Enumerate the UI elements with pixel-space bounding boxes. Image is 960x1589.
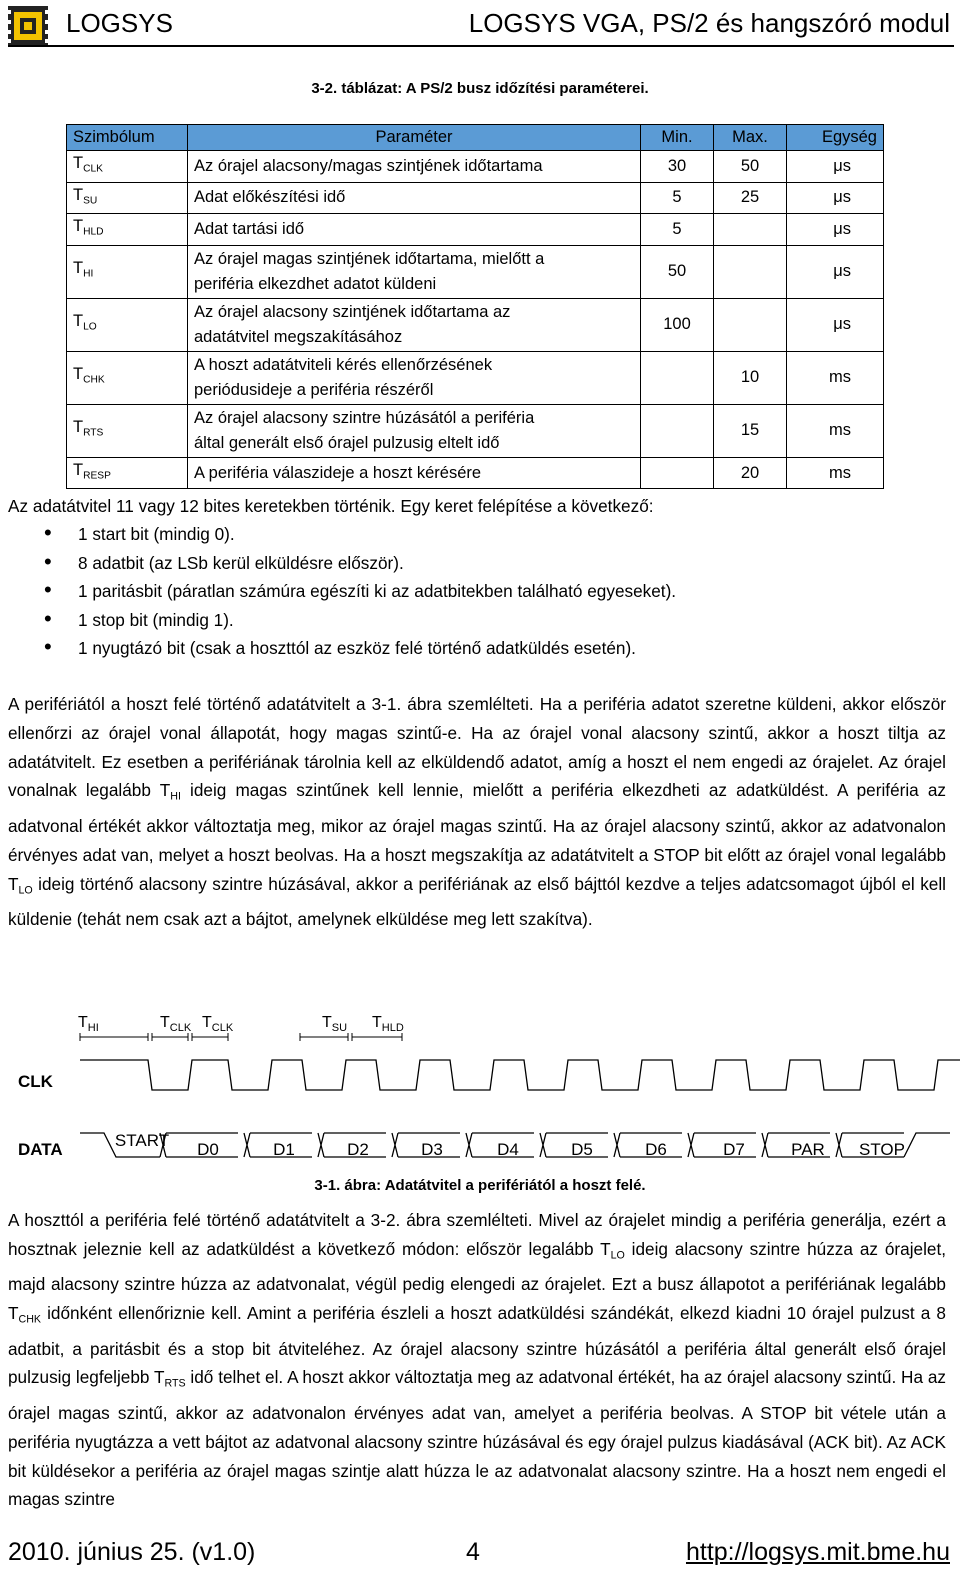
subscript: RTS bbox=[164, 1378, 186, 1391]
field-label: D6 bbox=[645, 1140, 667, 1159]
unit-cell: μs bbox=[787, 298, 884, 351]
field-label: PAR bbox=[791, 1140, 825, 1159]
timing-marker-label: $T_{CLK}$ bbox=[202, 1014, 234, 1034]
parameter-cell: Az órajel magas szintjének időtartama, mielőtt a periféria elkezdhet adatot küldeni bbox=[188, 245, 641, 298]
footer-link[interactable]: http://logsys.mit.bme.hu bbox=[685, 1538, 950, 1566]
list-item: • 1 start bit (mindig 0). bbox=[8, 520, 676, 549]
header-max: Max. bbox=[714, 125, 787, 151]
table-caption: 3-2. táblázat: A PS/2 busz időzítési paraméterei. bbox=[311, 80, 649, 97]
unit-cell: μs bbox=[787, 214, 884, 246]
min-cell: 5 bbox=[641, 214, 714, 246]
brand-name: LOGSYS bbox=[66, 8, 173, 38]
timing-span-arrow bbox=[192, 1033, 228, 1041]
unit-cell: μs bbox=[787, 151, 884, 183]
frame-bit-list bbox=[8, 520, 676, 663]
list-item: • 1 paritásbit (páratlan számúra egészíti ki az adatbitekben található egyeseket). bbox=[8, 577, 676, 606]
min-cell bbox=[641, 457, 714, 489]
device-to-host-paragraph bbox=[8, 690, 946, 934]
list-item: • 1 stop bit (mindig 1). bbox=[8, 606, 676, 635]
symbol-cell: $T_{CHK}$ bbox=[67, 351, 188, 404]
symbol-cell: $T_{LO}$ bbox=[67, 298, 188, 351]
parameter-cell: Adat tartási idő bbox=[188, 214, 641, 246]
table-row bbox=[67, 298, 884, 351]
table-row bbox=[67, 351, 884, 404]
table-row bbox=[67, 404, 884, 457]
field-label: D7 bbox=[723, 1140, 745, 1159]
symbol-cell: $T_{SU}$ bbox=[67, 182, 188, 214]
table-row bbox=[67, 457, 884, 489]
parameter-cell: A periféria válaszideje a hoszt kérésére bbox=[188, 457, 641, 489]
header-min: Min. bbox=[641, 125, 714, 151]
field-label: D0 bbox=[197, 1140, 219, 1159]
page-number: 4 bbox=[466, 1538, 480, 1566]
subscript: LO bbox=[18, 884, 33, 897]
text-run: időnként ellenőrizniе kell. Amint a periféria észleli a hoszt adatküldési szándékát, elkezd kiadni 10 órajel pulzust a 8 adatbit, a paritásbit és a stop bit átviteléhez. Az órajel alacsony szintre húzásától a periféria által generált első órajel pulzusig legfeljebb T bbox=[8, 1303, 946, 1388]
symbol-cell: $T_{HI}$ bbox=[67, 245, 188, 298]
text-run: ideig magas szintűnek kell lennie, mielőtt a periféria elkezdheti az adatküldést. A periféria az adatvonal értékét akkor változtatja meg, mikor az órajel magas szintű. Ha az órajel alacsony szintű, akkor az adatvonalon érvényes adat van, melyet a hoszt beolvas. Ha a hoszt megszakítja az adatátvitelt a STOP bit előtt az órajel vonal legalább T bbox=[8, 780, 947, 894]
field-label: STOP bbox=[859, 1140, 905, 1159]
max-cell: 10 bbox=[714, 351, 787, 404]
parameter-cell: A hoszt adatátviteli kérés ellenőrzésének periódusideje a periféria részéről bbox=[188, 351, 641, 404]
timing-marker-label: $T_{HLD}$ bbox=[372, 1014, 404, 1034]
min-cell: 5 bbox=[641, 182, 714, 214]
document-title: LOGSYS VGA, PS/2 és hangszóró modul bbox=[468, 8, 950, 38]
list-item: • 8 adatbit (az LSb kerül elküldésre először). bbox=[8, 549, 676, 578]
table-row bbox=[67, 182, 884, 214]
max-cell: 50 bbox=[714, 151, 787, 183]
frame-intro: Az adatátvitel 11 vagy 12 bites keretekben történik. Egy keret felépítése a következő: bbox=[8, 496, 654, 516]
table-header-row bbox=[67, 125, 884, 151]
clk-label: CLK bbox=[18, 1072, 53, 1091]
text-run: idő telhet el. A hoszt akkor változtatja meg az adatvonal értékét, ha az órajel alacsony szintű. Ha az órajel magas szintű, akkor az adatvonalon érvényes adat van, amelyet a periféria beolvas. A STOP bit vétele után a periféria nyugtázza a vett bájtot az adatvonal alacsony szintre húzásával és egy órajel pulzus kiadásával (ACK bit). Az ACK bit küldésekor a periféria az órajel magas szintje alatt húzza le az adatvonalat alacsony szintre. Ha a hoszt nem engedi el magas szintre bbox=[8, 1367, 946, 1510]
table-row bbox=[67, 151, 884, 183]
table-row bbox=[67, 214, 884, 246]
subscript: CHK bbox=[18, 1313, 41, 1326]
max-cell: 15 bbox=[714, 404, 787, 457]
parameter-cell: Adat előkészítési idő bbox=[188, 182, 641, 214]
footer-date: 2010. június 25. (v1.0) bbox=[8, 1538, 256, 1566]
unit-cell: μs bbox=[787, 182, 884, 214]
data-idle-segment bbox=[904, 1133, 950, 1157]
timing-span-arrow bbox=[80, 1033, 148, 1041]
symbol-cell: $T_{RESP}$ bbox=[67, 457, 188, 489]
text-run: ideig alacsony szintre húzza az órajelet, majd alacsony szintre húzza az adatvonalat, végül pedig elengedi az órajelet. Ezt a busz állapotot a perifériának legalább T bbox=[8, 1238, 946, 1324]
clk-waveform bbox=[80, 1060, 960, 1090]
unit-cell: ms bbox=[787, 457, 884, 489]
timing-marker-label: $T_{CLK}$ bbox=[160, 1014, 192, 1034]
timing-marker-label: $T_{SU}$ bbox=[322, 1014, 348, 1034]
data-bit-segment bbox=[688, 1133, 756, 1157]
figure-caption: 3-1. ábra: Adatátvitel a perifériától a hoszt felé. bbox=[314, 1177, 646, 1194]
min-cell bbox=[641, 351, 714, 404]
timing-span-arrow bbox=[352, 1033, 402, 1041]
max-cell bbox=[714, 245, 787, 298]
text-run: A perifériától a hoszt felé történő adatátvitelt a 3-1. ábra szemlélteti. Ha a periféria adatot szeretne küldeni, akkor először ellenőrzi az órajel vonal állapotát, hogy magas szintű-e. Ha az órajel vonal alacsony szintű, akkor a hoszt tiltja az adatátvitelt. Ez esetben a perifériának tárolnia kell az elküldendő adatot, amíg a hoszt el nem engedi az órajelet. Az órajel vonalnak legalább T bbox=[8, 694, 946, 801]
parameter-cell: Az órajel alacsony szintjének időtartama az adatátvitel megszakításához bbox=[188, 298, 641, 351]
max-cell: 20 bbox=[714, 457, 787, 489]
timing-marker-label: $T_{HI}$ bbox=[78, 1014, 99, 1034]
header-unit: Egység bbox=[787, 125, 884, 151]
unit-cell: ms bbox=[787, 351, 884, 404]
header-symbol: Szimbólum bbox=[67, 125, 188, 151]
table-row bbox=[67, 245, 884, 298]
field-label: START bbox=[114, 1131, 170, 1150]
text-run: ideig történő alacsony szintre húzásával, akkor a perifériának az első bájttól kezdve a teljes adatcsomagot újból el kell küldenie (tehát nem csak azt a bájtot, amelynek elküldése meg lett szakítva). bbox=[8, 873, 946, 930]
symbol-cell: $T_{HLD}$ bbox=[67, 214, 188, 246]
timing-span-arrow bbox=[300, 1033, 348, 1041]
max-cell bbox=[714, 298, 787, 351]
symbol-cell: $T_{RTS}$ bbox=[67, 404, 188, 457]
list-item: • 1 nyugtázó bit (csak a hoszttól az eszköz felé történő adatküldés esetén). bbox=[8, 634, 676, 663]
min-cell bbox=[641, 404, 714, 457]
data-label: DATA bbox=[18, 1140, 63, 1159]
timing-diagram bbox=[0, 995, 960, 1170]
max-cell bbox=[714, 214, 787, 246]
host-to-device-paragraph bbox=[8, 1206, 946, 1514]
symbol-cell: $T_{CLK}$ bbox=[67, 151, 188, 183]
field-label: D1 bbox=[273, 1140, 295, 1159]
parameter-cell: Az órajel alacsony szintre húzásától a periféria által generált első órajel pulzusig eltelt idő bbox=[188, 404, 641, 457]
unit-cell: ms bbox=[787, 404, 884, 457]
timing-parameters-table bbox=[66, 124, 884, 489]
field-label: D5 bbox=[571, 1140, 593, 1159]
min-cell: 50 bbox=[641, 245, 714, 298]
timing-span-arrow bbox=[152, 1033, 188, 1041]
field-label: D2 bbox=[347, 1140, 369, 1159]
max-cell: 25 bbox=[714, 182, 787, 214]
text-run: A hoszttól a periféria felé történő adatátvitelt a 3-2. ábra szemlélteti. Mivel az órajelet mindig a periféria generálja, ezért a hosztnak jeleznie kell az adatküldést a következő módon: először legalább T bbox=[8, 1210, 946, 1259]
min-cell: 30 bbox=[641, 151, 714, 183]
field-label: D3 bbox=[421, 1140, 443, 1159]
header-rule bbox=[8, 45, 954, 47]
subscript: LO bbox=[610, 1249, 625, 1262]
logsys-logo bbox=[8, 6, 48, 46]
min-cell: 100 bbox=[641, 298, 714, 351]
header-parameter: Paraméter bbox=[188, 125, 641, 151]
field-label: D4 bbox=[497, 1140, 519, 1159]
parameter-cell: Az órajel alacsony/magas szintjének időtartama bbox=[188, 151, 641, 183]
subscript: HI bbox=[170, 791, 181, 804]
unit-cell: μs bbox=[787, 245, 884, 298]
